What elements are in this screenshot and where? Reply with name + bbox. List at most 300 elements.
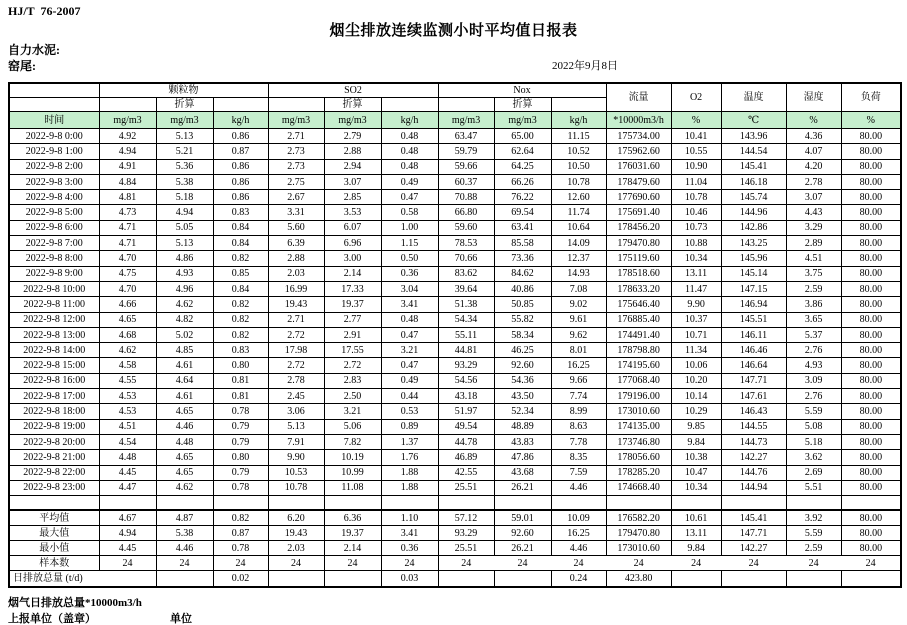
value-cell: 44.81	[438, 343, 494, 358]
value-cell: 2.69	[786, 465, 841, 480]
value-cell: 145.51	[721, 312, 786, 327]
value-cell: 7.78	[551, 434, 606, 449]
value-cell: 92.60	[494, 358, 551, 373]
time-cell: 2022-9-8 5:00	[9, 205, 99, 220]
daily-total-value	[786, 571, 841, 588]
value-cell: 2.72	[268, 358, 324, 373]
summary-value: 4.87	[156, 510, 213, 526]
value-cell: 4.51	[786, 251, 841, 266]
value-cell: 10.64	[551, 220, 606, 235]
unit-header: *10000m3/h	[606, 112, 671, 129]
value-cell: 2.88	[324, 144, 381, 159]
value-cell: 0.80	[213, 450, 268, 465]
value-cell: 179470.80	[606, 236, 671, 251]
value-cell: 80.00	[841, 281, 901, 296]
value-cell: 80.00	[841, 465, 901, 480]
company-name: 自力水泥:	[8, 43, 60, 57]
daily-total-value	[841, 571, 901, 588]
value-cell: 43.50	[494, 389, 551, 404]
value-cell: 0.82	[213, 312, 268, 327]
summary-value: 173010.60	[606, 541, 671, 556]
value-cell: 9.61	[551, 312, 606, 327]
value-cell: 178056.60	[606, 450, 671, 465]
group-header-row	[9, 83, 901, 98]
value-cell: 80.00	[841, 312, 901, 327]
reporting-unit-label: 上报单位（盖章）	[8, 613, 96, 625]
data-row	[9, 419, 901, 434]
summary-value: 2.03	[268, 541, 324, 556]
value-cell: 9.84	[671, 434, 721, 449]
value-cell: 0.82	[213, 251, 268, 266]
value-cell: 2.72	[324, 358, 381, 373]
value-cell: 50.85	[494, 297, 551, 312]
unit-header: mg/m3	[156, 112, 213, 129]
converted-label-pm: 折算	[156, 98, 213, 112]
value-cell: 0.48	[381, 144, 438, 159]
value-cell: 80.00	[841, 220, 901, 235]
col-header-load: 负荷	[841, 83, 901, 112]
daily-total-value	[156, 571, 213, 588]
converted-label-nox: 折算	[494, 98, 551, 112]
summary-value: 10.61	[671, 510, 721, 526]
spacer-cell	[786, 496, 841, 511]
value-cell: 2.73	[268, 144, 324, 159]
value-cell: 3.04	[381, 281, 438, 296]
value-cell: 4.85	[156, 343, 213, 358]
value-cell: 80.00	[841, 327, 901, 342]
value-cell: 54.56	[438, 373, 494, 388]
value-cell: 46.89	[438, 450, 494, 465]
value-cell: 62.64	[494, 144, 551, 159]
value-cell: 3.00	[324, 251, 381, 266]
value-cell: 2.14	[324, 266, 381, 281]
value-cell: 9.02	[551, 297, 606, 312]
col-header-humidity: 湿度	[786, 83, 841, 112]
time-cell: 2022-9-8 12:00	[9, 312, 99, 327]
spacer-cell	[671, 496, 721, 511]
value-cell: 6.96	[324, 236, 381, 251]
time-cell: 2022-9-8 15:00	[9, 358, 99, 373]
value-cell: 4.93	[156, 266, 213, 281]
value-cell: 5.59	[786, 404, 841, 419]
value-cell: 173746.80	[606, 434, 671, 449]
summary-value: 19.43	[268, 526, 324, 541]
value-cell: 0.83	[213, 343, 268, 358]
data-row	[9, 297, 901, 312]
summary-value: 24	[268, 556, 324, 571]
value-cell: 59.66	[438, 159, 494, 174]
value-cell: 147.61	[721, 389, 786, 404]
unit-label: 单位	[170, 613, 192, 625]
data-row	[9, 174, 901, 189]
value-cell: 5.60	[268, 220, 324, 235]
value-cell: 10.88	[671, 236, 721, 251]
summary-value: 26.21	[494, 541, 551, 556]
value-cell: 17.33	[324, 281, 381, 296]
value-cell: 2.59	[786, 281, 841, 296]
value-cell: 1.15	[381, 236, 438, 251]
value-cell: 147.71	[721, 373, 786, 388]
summary-value: 179470.80	[606, 526, 671, 541]
value-cell: 1.37	[381, 434, 438, 449]
summary-value: 24	[721, 556, 786, 571]
value-cell: 2.67	[268, 190, 324, 205]
value-cell: 80.00	[841, 450, 901, 465]
value-cell: 10.52	[551, 144, 606, 159]
value-cell: 3.62	[786, 450, 841, 465]
value-cell: 0.36	[381, 266, 438, 281]
value-cell: 4.53	[99, 389, 156, 404]
value-cell: 5.06	[324, 419, 381, 434]
value-cell: 44.78	[438, 434, 494, 449]
value-cell: 2.71	[268, 129, 324, 144]
summary-value: 0.82	[213, 510, 268, 526]
value-cell: 80.00	[841, 144, 901, 159]
value-cell: 4.93	[786, 358, 841, 373]
value-cell: 0.82	[213, 297, 268, 312]
unit-header: mg/m3	[438, 112, 494, 129]
summary-value: 57.12	[438, 510, 494, 526]
summary-value: 4.45	[99, 541, 156, 556]
value-cell: 5.18	[156, 190, 213, 205]
value-cell: 3.29	[786, 220, 841, 235]
time-cell: 2022-9-8 10:00	[9, 281, 99, 296]
unit-header: mg/m3	[99, 112, 156, 129]
value-cell: 7.91	[268, 434, 324, 449]
value-cell: 0.78	[213, 480, 268, 495]
summary-value: 1.10	[381, 510, 438, 526]
daily-total-label: 日排放总量 (t/d)	[9, 571, 156, 588]
value-cell: 93.29	[438, 358, 494, 373]
value-cell: 11.04	[671, 174, 721, 189]
value-cell: 80.00	[841, 343, 901, 358]
value-cell: 4.65	[99, 312, 156, 327]
value-cell: 174668.40	[606, 480, 671, 495]
data-row	[9, 373, 901, 388]
summary-label: 最小值	[9, 541, 99, 556]
empty-cell	[268, 98, 324, 112]
time-cell: 2022-9-8 1:00	[9, 144, 99, 159]
empty-cell	[551, 98, 606, 112]
value-cell: 55.11	[438, 327, 494, 342]
value-cell: 3.09	[786, 373, 841, 388]
spacer-cell	[381, 496, 438, 511]
value-cell: 175734.00	[606, 129, 671, 144]
value-cell: 0.86	[213, 129, 268, 144]
value-cell: 175691.40	[606, 205, 671, 220]
value-cell: 143.25	[721, 236, 786, 251]
value-cell: 16.25	[551, 358, 606, 373]
value-cell: 144.96	[721, 205, 786, 220]
value-cell: 58.34	[494, 327, 551, 342]
value-cell: 3.53	[324, 205, 381, 220]
value-cell: 64.25	[494, 159, 551, 174]
value-cell: 4.66	[99, 297, 156, 312]
value-cell: 11.74	[551, 205, 606, 220]
value-cell: 10.50	[551, 159, 606, 174]
time-cell: 2022-9-8 4:00	[9, 190, 99, 205]
data-row	[9, 343, 901, 358]
summary-label: 样本数	[9, 556, 99, 571]
report-title: 烟尘排放连续监测小时平均值日报表	[329, 23, 578, 39]
flue-daily-total-label: 烟气日排放总量*10000m3/h	[8, 597, 142, 609]
value-cell: 80.00	[841, 205, 901, 220]
value-cell: 43.18	[438, 389, 494, 404]
unit-header: mg/m3	[268, 112, 324, 129]
value-cell: 5.37	[786, 327, 841, 342]
summary-value: 24	[841, 556, 901, 571]
time-cell: 2022-9-8 7:00	[9, 236, 99, 251]
value-cell: 2.03	[268, 266, 324, 281]
value-cell: 9.62	[551, 327, 606, 342]
data-row	[9, 190, 901, 205]
value-cell: 2.71	[268, 312, 324, 327]
monitoring-table	[8, 82, 902, 588]
value-cell: 66.80	[438, 205, 494, 220]
time-cell: 2022-9-8 14:00	[9, 343, 99, 358]
value-cell: 175646.40	[606, 297, 671, 312]
time-cell: 2022-9-8 11:00	[9, 297, 99, 312]
value-cell: 19.43	[268, 297, 324, 312]
time-cell: 2022-9-8 0:00	[9, 129, 99, 144]
value-cell: 2.45	[268, 389, 324, 404]
value-cell: 85.58	[494, 236, 551, 251]
value-cell: 80.00	[841, 129, 901, 144]
value-cell: 1.88	[381, 480, 438, 495]
value-cell: 10.14	[671, 389, 721, 404]
value-cell: 142.86	[721, 220, 786, 235]
value-cell: 5.02	[156, 327, 213, 342]
corner-cell	[9, 83, 99, 98]
summary-value: 92.60	[494, 526, 551, 541]
unit-header: %	[841, 112, 901, 129]
value-cell: 13.11	[671, 266, 721, 281]
value-cell: 0.81	[213, 389, 268, 404]
summary-value: 5.59	[786, 526, 841, 541]
spacer-cell	[438, 496, 494, 511]
value-cell: 9.90	[268, 450, 324, 465]
summary-value: 80.00	[841, 541, 901, 556]
value-cell: 10.37	[671, 312, 721, 327]
unit-header: mg/m3	[494, 112, 551, 129]
value-cell: 7.74	[551, 389, 606, 404]
value-cell: 0.79	[213, 419, 268, 434]
summary-label: 最大值	[9, 526, 99, 541]
unit-header: %	[671, 112, 721, 129]
value-cell: 10.34	[671, 251, 721, 266]
value-cell: 178479.60	[606, 174, 671, 189]
time-cell: 2022-9-8 17:00	[9, 389, 99, 404]
value-cell: 4.64	[156, 373, 213, 388]
value-cell: 4.84	[99, 174, 156, 189]
summary-value: 24	[213, 556, 268, 571]
value-cell: 0.49	[381, 174, 438, 189]
standard-number: HJ/T 76-2007	[8, 4, 81, 18]
daily-total-value	[671, 571, 721, 588]
value-cell: 4.51	[99, 419, 156, 434]
value-cell: 5.18	[786, 434, 841, 449]
daily-total-value: 423.80	[606, 571, 671, 588]
value-cell: 54.34	[438, 312, 494, 327]
value-cell: 0.80	[213, 358, 268, 373]
value-cell: 4.62	[156, 297, 213, 312]
value-cell: 0.86	[213, 174, 268, 189]
value-cell: 8.99	[551, 404, 606, 419]
value-cell: 51.38	[438, 297, 494, 312]
value-cell: 3.07	[324, 174, 381, 189]
value-cell: 2.85	[324, 190, 381, 205]
summary-value: 24	[324, 556, 381, 571]
summary-value: 24	[156, 556, 213, 571]
data-row	[9, 266, 901, 281]
summary-value: 4.46	[551, 541, 606, 556]
daily-total-value	[494, 571, 551, 588]
value-cell: 10.19	[324, 450, 381, 465]
value-cell: 4.45	[99, 465, 156, 480]
value-cell: 7.08	[551, 281, 606, 296]
value-cell: 174195.60	[606, 358, 671, 373]
value-cell: 10.34	[671, 480, 721, 495]
value-cell: 10.99	[324, 465, 381, 480]
empty-cell	[99, 98, 156, 112]
value-cell: 0.53	[381, 404, 438, 419]
value-cell: 4.94	[99, 144, 156, 159]
value-cell: 3.07	[786, 190, 841, 205]
value-cell: 0.83	[213, 205, 268, 220]
value-cell: 0.82	[213, 327, 268, 342]
value-cell: 3.06	[268, 404, 324, 419]
value-cell: 59.60	[438, 220, 494, 235]
value-cell: 0.48	[381, 129, 438, 144]
unit-header: mg/m3	[324, 112, 381, 129]
value-cell: 80.00	[841, 419, 901, 434]
summary-value: 19.37	[324, 526, 381, 541]
value-cell: 48.89	[494, 419, 551, 434]
value-cell: 174135.00	[606, 419, 671, 434]
data-row	[9, 159, 901, 174]
value-cell: 3.31	[268, 205, 324, 220]
value-cell: 144.73	[721, 434, 786, 449]
summary-value: 4.94	[99, 526, 156, 541]
time-cell: 2022-9-8 16:00	[9, 373, 99, 388]
value-cell: 4.73	[99, 205, 156, 220]
value-cell: 0.84	[213, 236, 268, 251]
value-cell: 10.78	[551, 174, 606, 189]
value-cell: 5.38	[156, 174, 213, 189]
value-cell: 5.13	[156, 236, 213, 251]
spacer-cell	[99, 496, 156, 511]
value-cell: 10.78	[671, 190, 721, 205]
value-cell: 80.00	[841, 159, 901, 174]
value-cell: 49.54	[438, 419, 494, 434]
value-cell: 80.00	[841, 389, 901, 404]
value-cell: 4.82	[156, 312, 213, 327]
summary-value: 59.01	[494, 510, 551, 526]
value-cell: 4.43	[786, 205, 841, 220]
value-cell: 177690.60	[606, 190, 671, 205]
value-cell: 2.79	[324, 129, 381, 144]
value-cell: 5.36	[156, 159, 213, 174]
value-cell: 144.54	[721, 144, 786, 159]
value-cell: 60.37	[438, 174, 494, 189]
value-cell: 0.44	[381, 389, 438, 404]
value-cell: 4.47	[99, 480, 156, 495]
value-cell: 5.08	[786, 419, 841, 434]
value-cell: 9.85	[671, 419, 721, 434]
daily-total-value	[721, 571, 786, 588]
daily-total-value: 0.02	[213, 571, 268, 588]
value-cell: 0.78	[213, 404, 268, 419]
value-cell: 4.86	[156, 251, 213, 266]
value-cell: 176031.60	[606, 159, 671, 174]
value-cell: 10.55	[671, 144, 721, 159]
value-cell: 146.11	[721, 327, 786, 342]
value-cell: 8.35	[551, 450, 606, 465]
value-cell: 2.94	[324, 159, 381, 174]
time-cell: 2022-9-8 22:00	[9, 465, 99, 480]
value-cell: 55.82	[494, 312, 551, 327]
value-cell: 175119.60	[606, 251, 671, 266]
value-cell: 80.00	[841, 404, 901, 419]
summary-value: 93.29	[438, 526, 494, 541]
value-cell: 144.94	[721, 480, 786, 495]
value-cell: 11.15	[551, 129, 606, 144]
value-cell: 178456.20	[606, 220, 671, 235]
value-cell: 7.82	[324, 434, 381, 449]
value-cell: 144.55	[721, 419, 786, 434]
value-cell: 66.26	[494, 174, 551, 189]
summary-value: 24	[606, 556, 671, 571]
spacer-row	[9, 496, 901, 511]
value-cell: 12.60	[551, 190, 606, 205]
data-row	[9, 404, 901, 419]
value-cell: 59.79	[438, 144, 494, 159]
value-cell: 4.81	[99, 190, 156, 205]
value-cell: 10.73	[671, 220, 721, 235]
value-cell: 65.00	[494, 129, 551, 144]
value-cell: 80.00	[841, 297, 901, 312]
value-cell: 52.34	[494, 404, 551, 419]
value-cell: 179196.00	[606, 389, 671, 404]
value-cell: 2.50	[324, 389, 381, 404]
value-cell: 6.07	[324, 220, 381, 235]
time-cell: 2022-9-8 21:00	[9, 450, 99, 465]
value-cell: 10.78	[268, 480, 324, 495]
value-cell: 144.76	[721, 465, 786, 480]
value-cell: 25.51	[438, 480, 494, 495]
value-cell: 70.88	[438, 190, 494, 205]
summary-value: 9.84	[671, 541, 721, 556]
value-cell: 4.58	[99, 358, 156, 373]
daily-total-row	[9, 571, 901, 588]
value-cell: 4.65	[156, 450, 213, 465]
value-cell: 3.65	[786, 312, 841, 327]
value-cell: 70.66	[438, 251, 494, 266]
unit-header: ℃	[721, 112, 786, 129]
time-cell: 2022-9-8 9:00	[9, 266, 99, 281]
summary-row	[9, 541, 901, 556]
value-cell: 145.74	[721, 190, 786, 205]
summary-value: 4.46	[156, 541, 213, 556]
value-cell: 11.47	[671, 281, 721, 296]
value-cell: 146.46	[721, 343, 786, 358]
site-name: 窑尾:	[8, 59, 36, 73]
unit-header: %	[786, 112, 841, 129]
value-cell: 84.62	[494, 266, 551, 281]
daily-total-value	[438, 571, 494, 588]
value-cell: 0.79	[213, 434, 268, 449]
value-cell: 0.87	[213, 144, 268, 159]
